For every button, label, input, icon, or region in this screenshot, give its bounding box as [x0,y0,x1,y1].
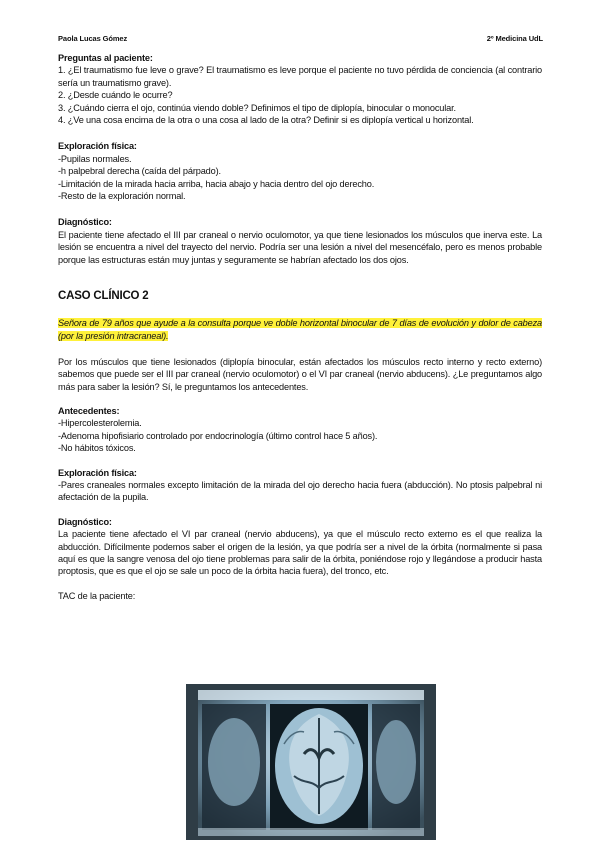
document-body [58,52,542,612]
question-item: 2. ¿Desde cuándo le ocurre? [58,90,173,101]
history-item: -Adenoma hipofisiario controlado por endocrinología (último control hace 5 años). [58,430,378,441]
exam2-heading: Exploración física: [58,467,137,478]
exam1-item: -Limitación de la mirada hacia arriba, hacia abajo y hacia dentro del ojo derecho. [58,178,375,189]
diag2-heading: Diagnóstico: [58,516,112,527]
history-section [58,405,542,455]
case2-intro-block [58,317,542,344]
diag1-text: El paciente tiene afectado el III par craneal o nervio oculomotor, ya que tiene lesionados los músculos que inerva este. La lesión se encuentra a nivel del trayecto del nervio. Podría ser una lesión a nivel del mesencéfalo, pero es menos probable porque las estructuras están muy juntas y seguramente se habrían afectado los dos ojos. [58,229,542,265]
question-item: 4. ¿Ve una cosa encima de la otra o una cosa al lado de la otra? Definir si es diplopía vertical u horizontal. [58,115,474,126]
question-item: 1. ¿El traumatismo fue leve o grave? El traumatismo es leve porque el paciente no tuvo pérdida de conciencia (al contrario sería un traumatismo grave). [58,65,542,88]
questions-heading: Preguntas al paciente: [58,53,153,63]
header-course: 2º Medicina UdL [486,34,543,43]
exam1-section [58,140,542,202]
exam2-text: -Pares craneales normales excepto limitación de la mirada del ojo derecho hacia fuera (abducción). No ptosis palpebral ni afectación de la pupila. [58,479,542,503]
exam2-section [58,467,542,504]
exam1-heading: Exploración física: [58,141,137,152]
question-item: 3. ¿Cuándo cierra el ojo, continúa viendo doble? Definimos el tipo de diplopía, binocular o monocular. [58,102,456,113]
header-author: Paola Lucas Gómez [58,34,128,43]
questions-section [58,52,542,126]
exam1-item: -h palpebral derecha (caída del párpado). [58,166,221,177]
case2-title: CASO CLÍNICO 2 [58,290,149,303]
case2-muscles: Por los músculos que tiene lesionados (diplopía binocular, están afectados los músculos recto interno y recto externo) sabemos que puede ser el III par craneal (nervio oculomotor) o el VI par craneal (nervio abducens). ¿Le preguntamos algo más para saber la lesión? Sí, le preguntamos los antecedentes. [58,356,542,392]
ct-caption: TAC de la paciente: [58,590,136,601]
exam1-item: -Pupilas normales. [58,153,132,164]
history-heading: Antecedentes: [58,405,120,416]
exam1-item: -Resto de la exploración normal. [58,191,186,202]
diag2-section [58,516,542,578]
diag1-heading: Diagnóstico: [58,217,112,228]
history-item: -Hipercolesterolemia. [58,418,142,429]
history-item: -No hábitos tóxicos. [58,443,136,454]
case2-intro: Señora de 79 años que ayude a la consulta porque ve doble horizontal binocular de 7 días de evolución y dolor de cabeza (por la presión intracraneal). [58,317,542,342]
diag1-section [58,216,542,266]
ct-scan-photo [186,684,436,840]
diag2-text: La paciente tiene afectado el VI par craneal (nervio abducens), ya que el músculo recto externo es el que realiza la abducción. Difícilmente podemos saber el origen de la lesión, ya que podría ser a nivel de la órbita (normalmente si pasa aquí es que la sangre venosa del ojo tiene problemas para salir de la órbita, poniéndose rojo y llegándose a producir hasta proptosis, que es que el ojo se sale un poco de la órbita hacia fuera), del tronco, etc. [58,529,542,577]
